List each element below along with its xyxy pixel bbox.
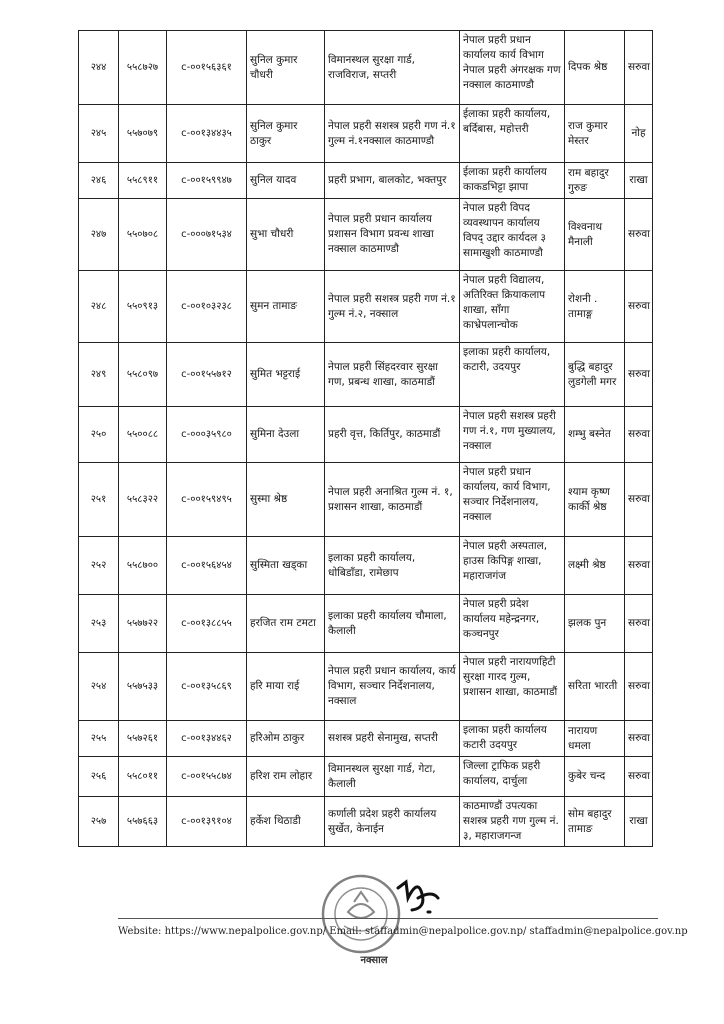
- name-cell: हरि माया राई: [247, 653, 325, 721]
- serial-number-cell: २५७: [79, 797, 119, 847]
- action-cell: सरुवा: [625, 343, 653, 407]
- personnel-number-cell: ५५७०७९: [119, 105, 167, 163]
- name-cell: हरजित राम टमटा: [247, 595, 325, 653]
- name-cell: सुभा चौधरी: [247, 199, 325, 271]
- serial-number-cell: २४५: [79, 105, 119, 163]
- serial-number-cell: २५०: [79, 407, 119, 463]
- table-body: [79, 31, 653, 847]
- target-office-cell: इलाका प्रहरी कार्यालय कटारी उदयपुर: [460, 721, 565, 757]
- replacement-name-cell: सरिता भारती: [565, 653, 625, 721]
- current-office-cell: नेपाल प्रहरी सशस्त्र प्रहरी गण नं.१ गुल्म नं.१नक्साल काठमाण्डौ: [325, 105, 460, 163]
- serial-number-cell: २४८: [79, 271, 119, 343]
- serial-number-cell: २४९: [79, 343, 119, 407]
- table-row: [79, 407, 653, 463]
- action-cell: सरुवा: [625, 653, 653, 721]
- code-number-cell: c-००१५६३६१: [167, 31, 247, 105]
- replacement-name-cell: बुद्धि बहादुर लुडगेली मगर: [565, 343, 625, 407]
- personnel-number-cell: ५५००८८: [119, 407, 167, 463]
- name-cell: सुस्मा श्रेष्ठ: [247, 463, 325, 537]
- replacement-name-cell: नारायण धमला: [565, 721, 625, 757]
- table-row: [79, 463, 653, 537]
- code-number-cell: c-००१५९९४७: [167, 163, 247, 199]
- action-cell: सरुवा: [625, 271, 653, 343]
- action-cell: सरुवा: [625, 31, 653, 105]
- table-row: [79, 271, 653, 343]
- current-office-cell: विमानस्थल सुरक्षा गार्ड, गेटा, कैलाली: [325, 757, 460, 797]
- table-row: [79, 757, 653, 797]
- replacement-name-cell: कुबेर चन्द: [565, 757, 625, 797]
- table-row: [79, 595, 653, 653]
- code-number-cell: c-००१५५७१२: [167, 343, 247, 407]
- action-cell: नोह: [625, 105, 653, 163]
- current-office-cell: नेपाल प्रहरी प्रधान कार्यालय, कार्य विभाग, सञ्चार निर्देशनालय, नक्साल: [325, 653, 460, 721]
- target-office-cell: नेपाल प्रहरी सशस्त्र प्रहरी गण नं.१, गण मुख्यालय, नक्साल: [460, 407, 565, 463]
- current-office-cell: सशस्त्र प्रहरी सेनामुख, सप्तरी: [325, 721, 460, 757]
- target-office-cell: नेपाल प्रहरी नारायणहिटी सुरक्षा गारद गुल्म, प्रशासन शाखा, काठमाडौं: [460, 653, 565, 721]
- table-row: [79, 163, 653, 199]
- name-cell: हरिओम ठाकुर: [247, 721, 325, 757]
- replacement-name-cell: राज कुमार मेस्तर: [565, 105, 625, 163]
- target-office-cell: नेपाल प्रहरी विद्यालय, अतिरिक्त क्रियाकलाप शाखा, साँगा काभ्रेपलान्चोक: [460, 271, 565, 343]
- replacement-name-cell: सोम बहादुर तामाङ: [565, 797, 625, 847]
- serial-number-cell: २५१: [79, 463, 119, 537]
- name-cell: सुनिल कुमार चौधरी: [247, 31, 325, 105]
- personnel-number-cell: ५५८७२७: [119, 31, 167, 105]
- action-cell: राखा: [625, 797, 653, 847]
- current-office-cell: प्रहरी प्रभाग, बालकोट, भक्तपुर: [325, 163, 460, 199]
- table-row: [79, 199, 653, 271]
- serial-number-cell: २५४: [79, 653, 119, 721]
- signature-icon: [388, 868, 448, 928]
- name-cell: हर्केश थिठाडी: [247, 797, 325, 847]
- current-office-cell: इलाका प्रहरी कार्यालय चौमाला, कैलाली: [325, 595, 460, 653]
- replacement-name-cell: राम बहादुर गुरुङ: [565, 163, 625, 199]
- replacement-name-cell: श्याम कृष्ण कार्की श्रेष्ठ: [565, 463, 625, 537]
- personnel-number-cell: ५५७६६३: [119, 797, 167, 847]
- target-office-cell: नेपाल प्रहरी विपद व्यवस्थापन कार्यालय विपद् उद्दार कार्यदल ३ सामाखुशी काठमाण्डौ: [460, 199, 565, 271]
- footer-website-text: Website: https://www.nepalpolice.gov.np/ Email: staffadmin@nepalpolice.gov.np/ staffadmin@nepalpolice.gov.np: [118, 926, 688, 937]
- table-row: [79, 105, 653, 163]
- table-row: [79, 343, 653, 407]
- current-office-cell: प्रहरी वृत्त, किर्तिपुर, काठमाडौं: [325, 407, 460, 463]
- name-cell: सुस्मिता खड्का: [247, 537, 325, 595]
- current-office-cell: नेपाल प्रहरी प्रधान कार्यालय प्रशासन विभाग प्रवन्ध शाखा नक्साल काठमाण्डौ: [325, 199, 460, 271]
- table-row: [79, 31, 653, 105]
- serial-number-cell: २४६: [79, 163, 119, 199]
- personnel-number-cell: ५५७७२२: [119, 595, 167, 653]
- target-office-cell: नेपाल प्रहरी प्रधान कार्यालय, कार्य विभाग, सञ्चार निर्देशनालय, नक्साल: [460, 463, 565, 537]
- code-number-cell: c-००१०३२३८: [167, 271, 247, 343]
- target-office-cell: नेपाल प्रहरी प्रधान कार्यालय कार्य विभाग नेपाल प्रहरी अंगरक्षक गण नक्साल काठमाण्डौ: [460, 31, 565, 105]
- action-cell: राखा: [625, 163, 653, 199]
- personnel-number-cell: ५५८९११: [119, 163, 167, 199]
- code-number-cell: c-००१५९४९५: [167, 463, 247, 537]
- seal-office-label: नक्साल: [360, 955, 388, 966]
- target-office-cell: ईलाका प्रहरी कार्यालय, बर्दिबास, महोत्तरी: [460, 105, 565, 163]
- action-cell: सरुवा: [625, 595, 653, 653]
- replacement-name-cell: दिपक श्रेष्ठ: [565, 31, 625, 105]
- current-office-cell: विमानस्थल सुरक्षा गार्ड, राजविराज, सप्तरी: [325, 31, 460, 105]
- personnel-number-cell: ५५८७००: [119, 537, 167, 595]
- personnel-number-cell: ५५८३२२: [119, 463, 167, 537]
- table-row: [79, 797, 653, 847]
- table-row: [79, 537, 653, 595]
- name-cell: सुमिना देउला: [247, 407, 325, 463]
- target-office-cell: ईलाका प्रहरी कार्यालय काकडभिट्टा झापा: [460, 163, 565, 199]
- personnel-number-cell: ५५८०९७: [119, 343, 167, 407]
- code-number-cell: c-००१३८८५५: [167, 595, 247, 653]
- name-cell: सुमित भट्टराई: [247, 343, 325, 407]
- target-office-cell: काठमाण्डौं उपत्यका सशस्त्र प्रहरी गण गुल्म नं. ३, महाराजगन्ज: [460, 797, 565, 847]
- name-cell: हरिश राम लोहार: [247, 757, 325, 797]
- name-cell: सुमन तामाङ: [247, 271, 325, 343]
- target-office-cell: जिल्ला ट्राफिक प्रहरी कार्यालय, दार्चुला: [460, 757, 565, 797]
- replacement-name-cell: लक्ष्मी श्रेष्ठ: [565, 537, 625, 595]
- serial-number-cell: २५२: [79, 537, 119, 595]
- replacement-name-cell: विश्वनाथ मैनाली: [565, 199, 625, 271]
- replacement-name-cell: रोशनी . तामाङ्ग: [565, 271, 625, 343]
- footer-divider: [118, 918, 658, 919]
- current-office-cell: नेपाल प्रहरी अनाश्रित गुल्म नं. १, प्रशासन शाखा, काठमाडौं: [325, 463, 460, 537]
- serial-number-cell: २४४: [79, 31, 119, 105]
- action-cell: सरुवा: [625, 537, 653, 595]
- code-number-cell: c-००१३५८६९: [167, 653, 247, 721]
- code-number-cell: c-००१३४४३५: [167, 105, 247, 163]
- serial-number-cell: २५६: [79, 757, 119, 797]
- target-office-cell: नेपाल प्रहरी अस्पताल, हाउस किपिङ्ग शाखा, महाराजगंज: [460, 537, 565, 595]
- name-cell: सुनिल यादव: [247, 163, 325, 199]
- code-number-cell: c-००१५६४५४: [167, 537, 247, 595]
- replacement-name-cell: शम्भु बस्नेत: [565, 407, 625, 463]
- transfer-table: [78, 30, 653, 847]
- table-row: [79, 721, 653, 757]
- replacement-name-cell: झलक पुन: [565, 595, 625, 653]
- serial-number-cell: २४७: [79, 199, 119, 271]
- code-number-cell: c-००१५५८७४: [167, 757, 247, 797]
- target-office-cell: नेपाल प्रहरी प्रदेश कार्यालय महेन्द्रनगर, कञ्चनपुर: [460, 595, 565, 653]
- personnel-number-cell: ५५७५३३: [119, 653, 167, 721]
- current-office-cell: नेपाल प्रहरी सिंहदरवार सुरक्षा गण, प्रबन्ध शाखा, काठमाडौं: [325, 343, 460, 407]
- current-office-cell: इलाका प्रहरी कार्यालय, धोबिडाँडा, रामेछाप: [325, 537, 460, 595]
- personnel-number-cell: ५५७२६१: [119, 721, 167, 757]
- code-number-cell: c-०००३५९८०: [167, 407, 247, 463]
- table-row: [79, 653, 653, 721]
- action-cell: सरुवा: [625, 199, 653, 271]
- personnel-number-cell: ५५०९१३: [119, 271, 167, 343]
- name-cell: सुनिल कुमार ठाकुर: [247, 105, 325, 163]
- current-office-cell: कर्णाली प्रदेश प्रहरी कार्यालय सुर्खेत, केनाईन: [325, 797, 460, 847]
- code-number-cell: c-०००७१५३४: [167, 199, 247, 271]
- personnel-number-cell: ५५८०११: [119, 757, 167, 797]
- current-office-cell: नेपाल प्रहरी सशस्त्र प्रहरी गण नं.१ गुल्म नं.२, नक्साल: [325, 271, 460, 343]
- serial-number-cell: २५३: [79, 595, 119, 653]
- personnel-number-cell: ५५०७०८: [119, 199, 167, 271]
- action-cell: सरुवा: [625, 407, 653, 463]
- serial-number-cell: २५५: [79, 721, 119, 757]
- action-cell: सरुवा: [625, 757, 653, 797]
- action-cell: सरुवा: [625, 721, 653, 757]
- code-number-cell: c-००१३९१०४: [167, 797, 247, 847]
- target-office-cell: इलाका प्रहरी कार्यालय, कटारी, उदयपुर: [460, 343, 565, 407]
- code-number-cell: c-००१३४४६२: [167, 721, 247, 757]
- action-cell: सरुवा: [625, 463, 653, 537]
